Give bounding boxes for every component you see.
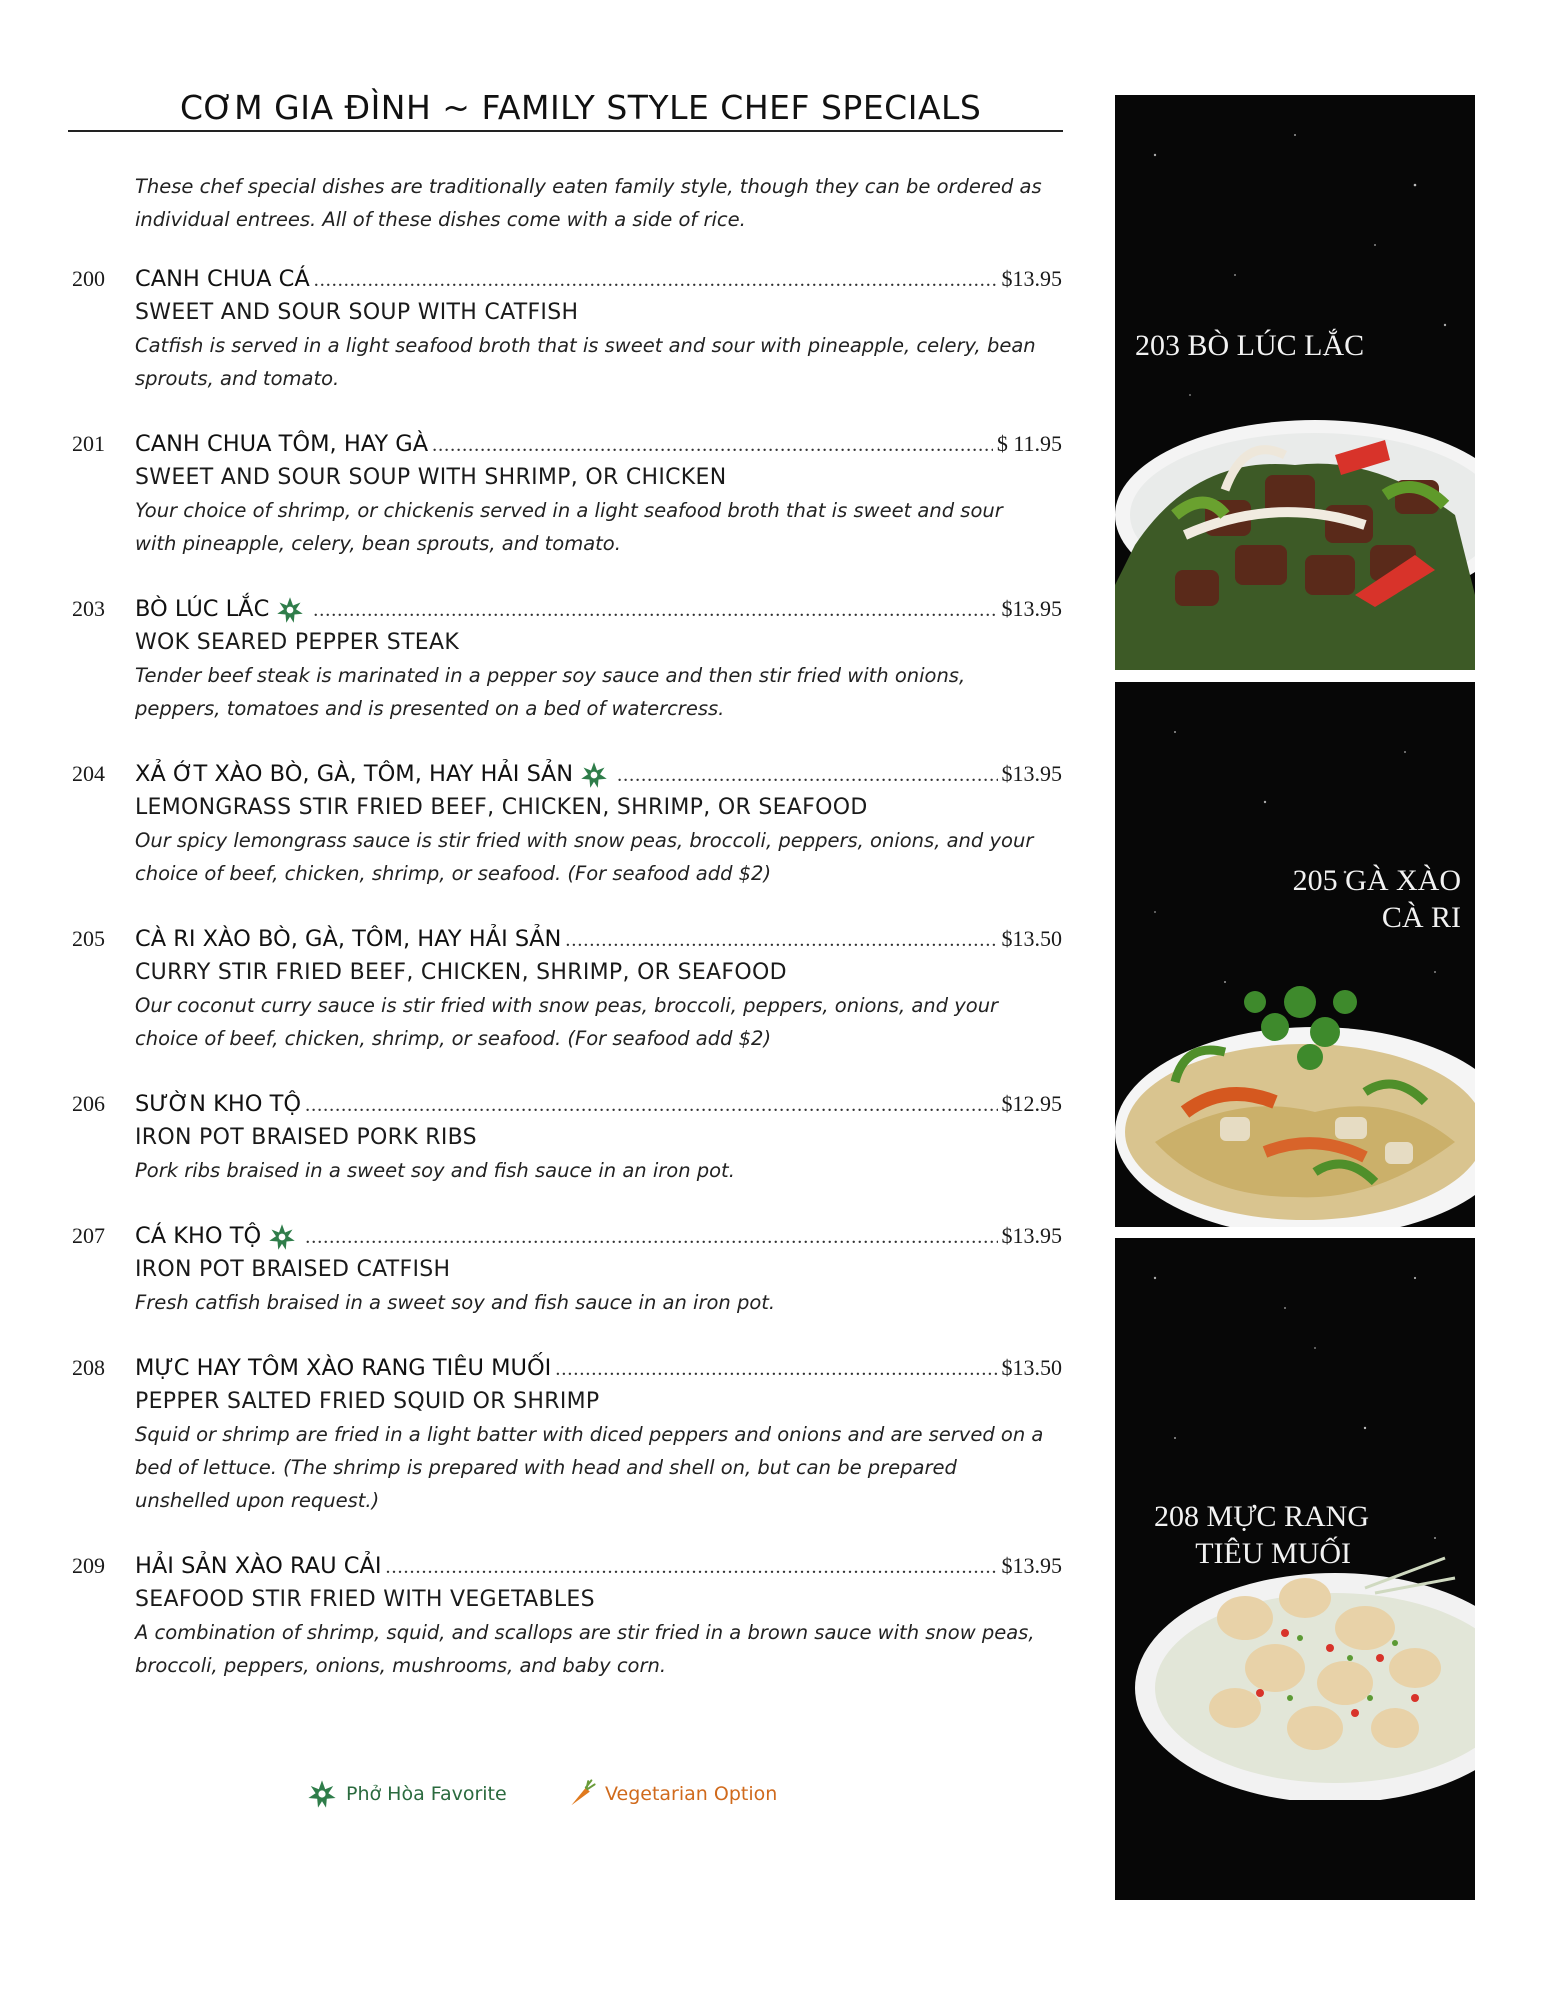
dot-leader: [313, 594, 997, 627]
item-price: $13.95: [1001, 596, 1062, 621]
item-english-name: SEAFOOD STIR FRIED WITH VEGETABLES: [135, 1587, 595, 1612]
menu-item: [72, 1549, 1062, 1682]
menu-item-heading: [72, 1219, 1062, 1254]
lotus-star-icon: [267, 1222, 301, 1252]
photo-caption-line2: TIÊU MUỐI: [1195, 1537, 1351, 1570]
item-number: 203: [72, 596, 105, 621]
item-vietnamese-name: BÒ LÚC LẮC: [135, 596, 270, 622]
item-number: 201: [72, 431, 105, 456]
dot-leader: [305, 1221, 997, 1254]
menu-item-heading: [72, 757, 1062, 792]
photo-caption-line1: 205 GÀ XÀO: [1292, 864, 1461, 897]
menu-item: [72, 592, 1062, 725]
item-description: Our coconut curry sauce is stir fried with snow peas, broccoli, peppers, onions, and your choice of beef, chicken, shrimp, or seafood. (For seafood add $2): [135, 994, 999, 1050]
item-vietnamese-name: CANH CHUA TÔM, HAY GÀ: [135, 431, 429, 457]
item-english-name: SWEET AND SOUR SOUP WITH CATFISH: [135, 300, 579, 325]
item-description: Our spicy lemongrass sauce is stir fried with snow peas, broccoli, peppers, onions, and your choice of beef, chicken, shrimp, or seafood. (For seafood add $2): [135, 829, 1034, 885]
menu-item: [72, 1351, 1062, 1517]
item-english-name: IRON POT BRAISED PORK RIBS: [135, 1125, 477, 1150]
item-description: Squid or shrimp are fried in a light batter with diced peppers and onions and are served on a bed of lettuce. (The shrimp is prepared with head and shell on, but can be prepared unshelled upon request.): [135, 1423, 1044, 1512]
menu-item: [72, 1219, 1062, 1319]
item-price: $13.95: [1001, 266, 1062, 291]
menu-item-heading: [72, 592, 1062, 627]
item-price: $13.50: [1001, 1355, 1062, 1380]
item-vietnamese-name: HẢI SẢN XÀO RAU CẢI: [135, 1553, 382, 1579]
legend-favorite-label: Phở Hòa Favorite: [346, 1783, 507, 1805]
photo-caption-line1: 203 BÒ LÚC LẮC: [1135, 329, 1365, 362]
item-vietnamese-name: CÀ RI XÀO BÒ, GÀ, TÔM, HAY HẢI SẢN: [135, 926, 562, 952]
menu-item: [72, 262, 1062, 395]
item-number: 204: [72, 761, 105, 786]
item-number: 208: [72, 1355, 105, 1380]
item-vietnamese-name: MỰC HAY TÔM XÀO RANG TIÊU MUỐI: [135, 1355, 552, 1381]
item-price: $12.95: [1001, 1091, 1062, 1116]
dot-leader: [617, 759, 997, 792]
item-price: $13.50: [1001, 926, 1062, 951]
item-price: $13.95: [1001, 1223, 1062, 1248]
item-english-name: PEPPER SALTED FRIED SQUID OR SHRIMP: [135, 1389, 600, 1414]
dot-leader: [565, 924, 997, 957]
item-english-name: IRON POT BRAISED CATFISH: [135, 1257, 451, 1282]
photo-caption: [1139, 1498, 1369, 1572]
legend-vegetarian-label: Vegetarian Option: [605, 1783, 778, 1805]
menu-item: [72, 427, 1062, 560]
menu-item: [72, 922, 1062, 1055]
item-description: Pork ribs braised in a sweet soy and fish sauce in an iron pot.: [135, 1159, 735, 1182]
carrot-icon: [565, 1778, 597, 1810]
legend-vegetarian: [565, 1778, 777, 1810]
intro-text: These chef special dishes are traditionally eaten family style, though they can be ordered as individual entrees. All of these dishes come with a side of rice.: [135, 175, 1042, 231]
photo-caption: [1135, 327, 1364, 364]
item-price: $13.95: [1001, 1553, 1062, 1578]
item-english-name: LEMONGRASS STIR FRIED BEEF, CHICKEN, SHRIMP, OR SEAFOOD: [135, 795, 868, 820]
menu-item-heading: [72, 1351, 1062, 1386]
legend-favorite: [306, 1778, 507, 1810]
item-vietnamese-name: XẢ ỚT XÀO BÒ, GÀ, TÔM, HAY HẢI SẢN: [135, 761, 574, 787]
dish-photo-muc-rang-tieu-muoi: [1115, 1538, 1475, 1800]
dot-leader: [432, 429, 993, 462]
item-english-name: WOK SEARED PEPPER STEAK: [135, 630, 460, 655]
menu-item: [72, 1087, 1062, 1187]
photo-panel-ga-xao-ca-ri: [1115, 682, 1475, 1227]
lotus-star-icon: [275, 595, 309, 625]
item-number: 205: [72, 926, 105, 951]
photo-caption-line1: 208 MỰC RANG: [1154, 1500, 1369, 1533]
dish-photo-bo-luc-lac: [1115, 395, 1475, 670]
dot-leader: [314, 264, 998, 297]
item-description: Your choice of shrimp, or chickenis served in a light seafood broth that is sweet and sour with pineapple, celery, bean sprouts, and tomato.: [135, 499, 1003, 555]
item-description: Catfish is served in a light seafood broth that is sweet and sour with pineapple, celery, bean sprouts, and tomato.: [135, 334, 1036, 390]
photo-panel-bo-luc-lac: [1115, 95, 1475, 670]
item-vietnamese-name: SƯỜN KHO TỘ: [135, 1091, 302, 1117]
item-description: Fresh catfish braised in a sweet soy and fish sauce in an iron pot.: [135, 1291, 776, 1314]
item-english-name: CURRY STIR FRIED BEEF, CHICKEN, SHRIMP, OR SEAFOOD: [135, 960, 787, 985]
dot-leader: [305, 1089, 997, 1122]
item-english-name: SWEET AND SOUR SOUP WITH SHRIMP, OR CHICKEN: [135, 465, 727, 490]
item-vietnamese-name: CANH CHUA CÁ: [135, 266, 310, 292]
menu-item-heading: [72, 1087, 1062, 1122]
menu-item-heading: [72, 427, 1062, 462]
lotus-star-icon: [306, 1778, 338, 1810]
photo-caption: [1293, 862, 1461, 936]
dish-photo-ga-xao-ca-ri: [1115, 942, 1475, 1227]
menu-item-heading: [72, 262, 1062, 297]
dot-leader: [386, 1551, 998, 1584]
photo-caption-line2: CÀ RI: [1381, 901, 1461, 934]
menu-item-heading: [72, 922, 1062, 957]
item-description: A combination of shrimp, squid, and scallops are stir fried in a brown sauce with snow peas, broccoli, peppers, onions, mushrooms, and baby corn.: [135, 1621, 1035, 1677]
item-number: 209: [72, 1553, 105, 1578]
item-price: $13.95: [1001, 761, 1062, 786]
item-number: 200: [72, 266, 105, 291]
menu-list: [72, 262, 1062, 1714]
page-title: CƠM GIA ĐÌNH ~ FAMILY STYLE CHEF SPECIALS: [180, 88, 982, 127]
menu-item: [72, 757, 1062, 890]
menu-item-heading: [72, 1549, 1062, 1584]
item-number: 207: [72, 1223, 105, 1248]
title-divider: [68, 130, 1063, 132]
item-price: $ 11.95: [996, 431, 1062, 456]
item-vietnamese-name: CÁ KHO TỘ: [135, 1223, 262, 1249]
photo-panel-muc-rang-tieu-muoi: [1115, 1238, 1475, 1900]
dot-leader: [555, 1353, 997, 1386]
item-number: 206: [72, 1091, 105, 1116]
item-description: Tender beef steak is marinated in a pepper soy sauce and then stir fried with onions, peppers, tomatoes and is presented on a bed of watercress.: [135, 664, 966, 720]
lotus-star-icon: [579, 760, 613, 790]
